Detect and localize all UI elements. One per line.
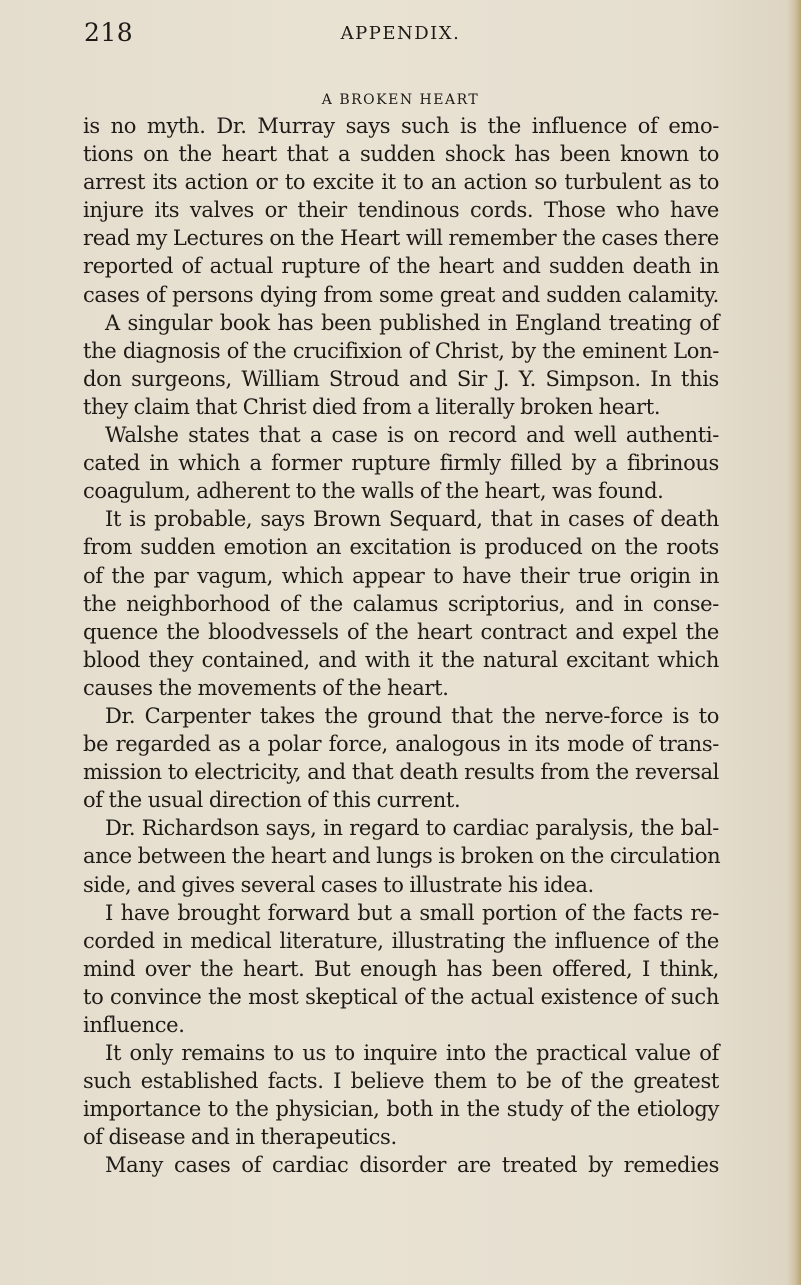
text-line: arrest its action or to excite it to an action so turbulent as to bbox=[83, 170, 719, 195]
text-line: I have brought forward but a small portion of the facts re- bbox=[105, 900, 719, 925]
text-line: importance to the physician, both in the study of the etiology bbox=[83, 1097, 719, 1122]
text-line: coagulum, adherent to the walls of the heart, was found. bbox=[83, 479, 664, 504]
running-title: APPENDIX. bbox=[340, 23, 461, 44]
section-title: A BROKEN HEART bbox=[321, 92, 480, 108]
text-line: be regarded as a polar force, analogous in its mode of trans- bbox=[83, 732, 719, 757]
text-line: Walshe states that a case is on record and well authenti- bbox=[105, 423, 719, 448]
text-line: the neighborhood of the calamus scriptorius, and in conse- bbox=[83, 591, 719, 616]
text-line: mission to electricity, and that death results from the reversal bbox=[83, 760, 719, 785]
text-line: is no myth. Dr. Murray says such is the influence of emo- bbox=[83, 114, 719, 138]
text-line: injure its valves or their tendinous cords. Those who have bbox=[83, 198, 719, 223]
text-line: corded in medical literature, illustrating the influence of the bbox=[83, 928, 719, 953]
text-line: influence. bbox=[83, 1013, 185, 1037]
text-line: Many cases of cardiac disorder are treated by remedies bbox=[105, 1153, 719, 1178]
text-line: cases of persons dying from some great and sudden calamity. bbox=[83, 282, 719, 307]
text-line: side, and gives several cases to illustrate his idea. bbox=[83, 872, 594, 897]
text-line: reported of actual rupture of the heart and sudden death in bbox=[83, 254, 719, 279]
text-line: It is probable, says Brown Sequard, that in cases of death bbox=[105, 507, 719, 532]
page-number: 218 bbox=[84, 18, 134, 47]
text-line: such established facts. I believe them to be of the greatest bbox=[83, 1069, 719, 1094]
text-line: mind over the heart. But enough has been offered, I think, bbox=[83, 956, 719, 981]
text-line: blood they contained, and with it the natural excitant which bbox=[83, 647, 719, 672]
text-line: of the usual direction of this current. bbox=[83, 788, 461, 813]
text-line: tions on the heart that a sudden shock has been known to bbox=[83, 142, 719, 167]
text-line: to convince the most skeptical of the actual existence of such bbox=[83, 984, 719, 1009]
text-line: It only remains to us to inquire into the practical value of bbox=[105, 1041, 719, 1066]
text-line: Dr. Richardson says, in regard to cardiac paralysis, the bal- bbox=[105, 816, 719, 841]
text-line: causes the movements of the heart. bbox=[83, 675, 449, 700]
text-line: quence the bloodvessels of the heart contract and expel the bbox=[83, 619, 719, 644]
text-line: read my Lectures on the Heart will remember the cases there bbox=[83, 226, 719, 251]
text-line: of the par vagum, which appear to have their true origin in bbox=[83, 563, 719, 588]
body-text bbox=[83, 112, 719, 1180]
text-line: they claim that Christ died from a literally broken heart. bbox=[83, 394, 661, 419]
text-line: cated in which a former rupture firmly filled by a fibrinous bbox=[83, 451, 719, 476]
text-line: Dr. Carpenter takes the ground that the nerve-force is to bbox=[105, 703, 719, 728]
page-header bbox=[0, 18, 801, 58]
page-edge-shadow bbox=[787, 0, 801, 1285]
text-line: don surgeons, William Stroud and Sir J. Y. Simpson. In this bbox=[83, 366, 719, 391]
text-line: A singular book has been published in England treating of bbox=[105, 310, 719, 335]
text-line: ance between the heart and lungs is broken on the circulation bbox=[83, 844, 721, 869]
text-line: of disease and in therapeutics. bbox=[83, 1125, 397, 1150]
text-line: the diagnosis of the crucifixion of Christ, by the eminent Lon- bbox=[83, 338, 719, 363]
text-line: from sudden emotion an excitation is produced on the roots bbox=[83, 535, 719, 560]
